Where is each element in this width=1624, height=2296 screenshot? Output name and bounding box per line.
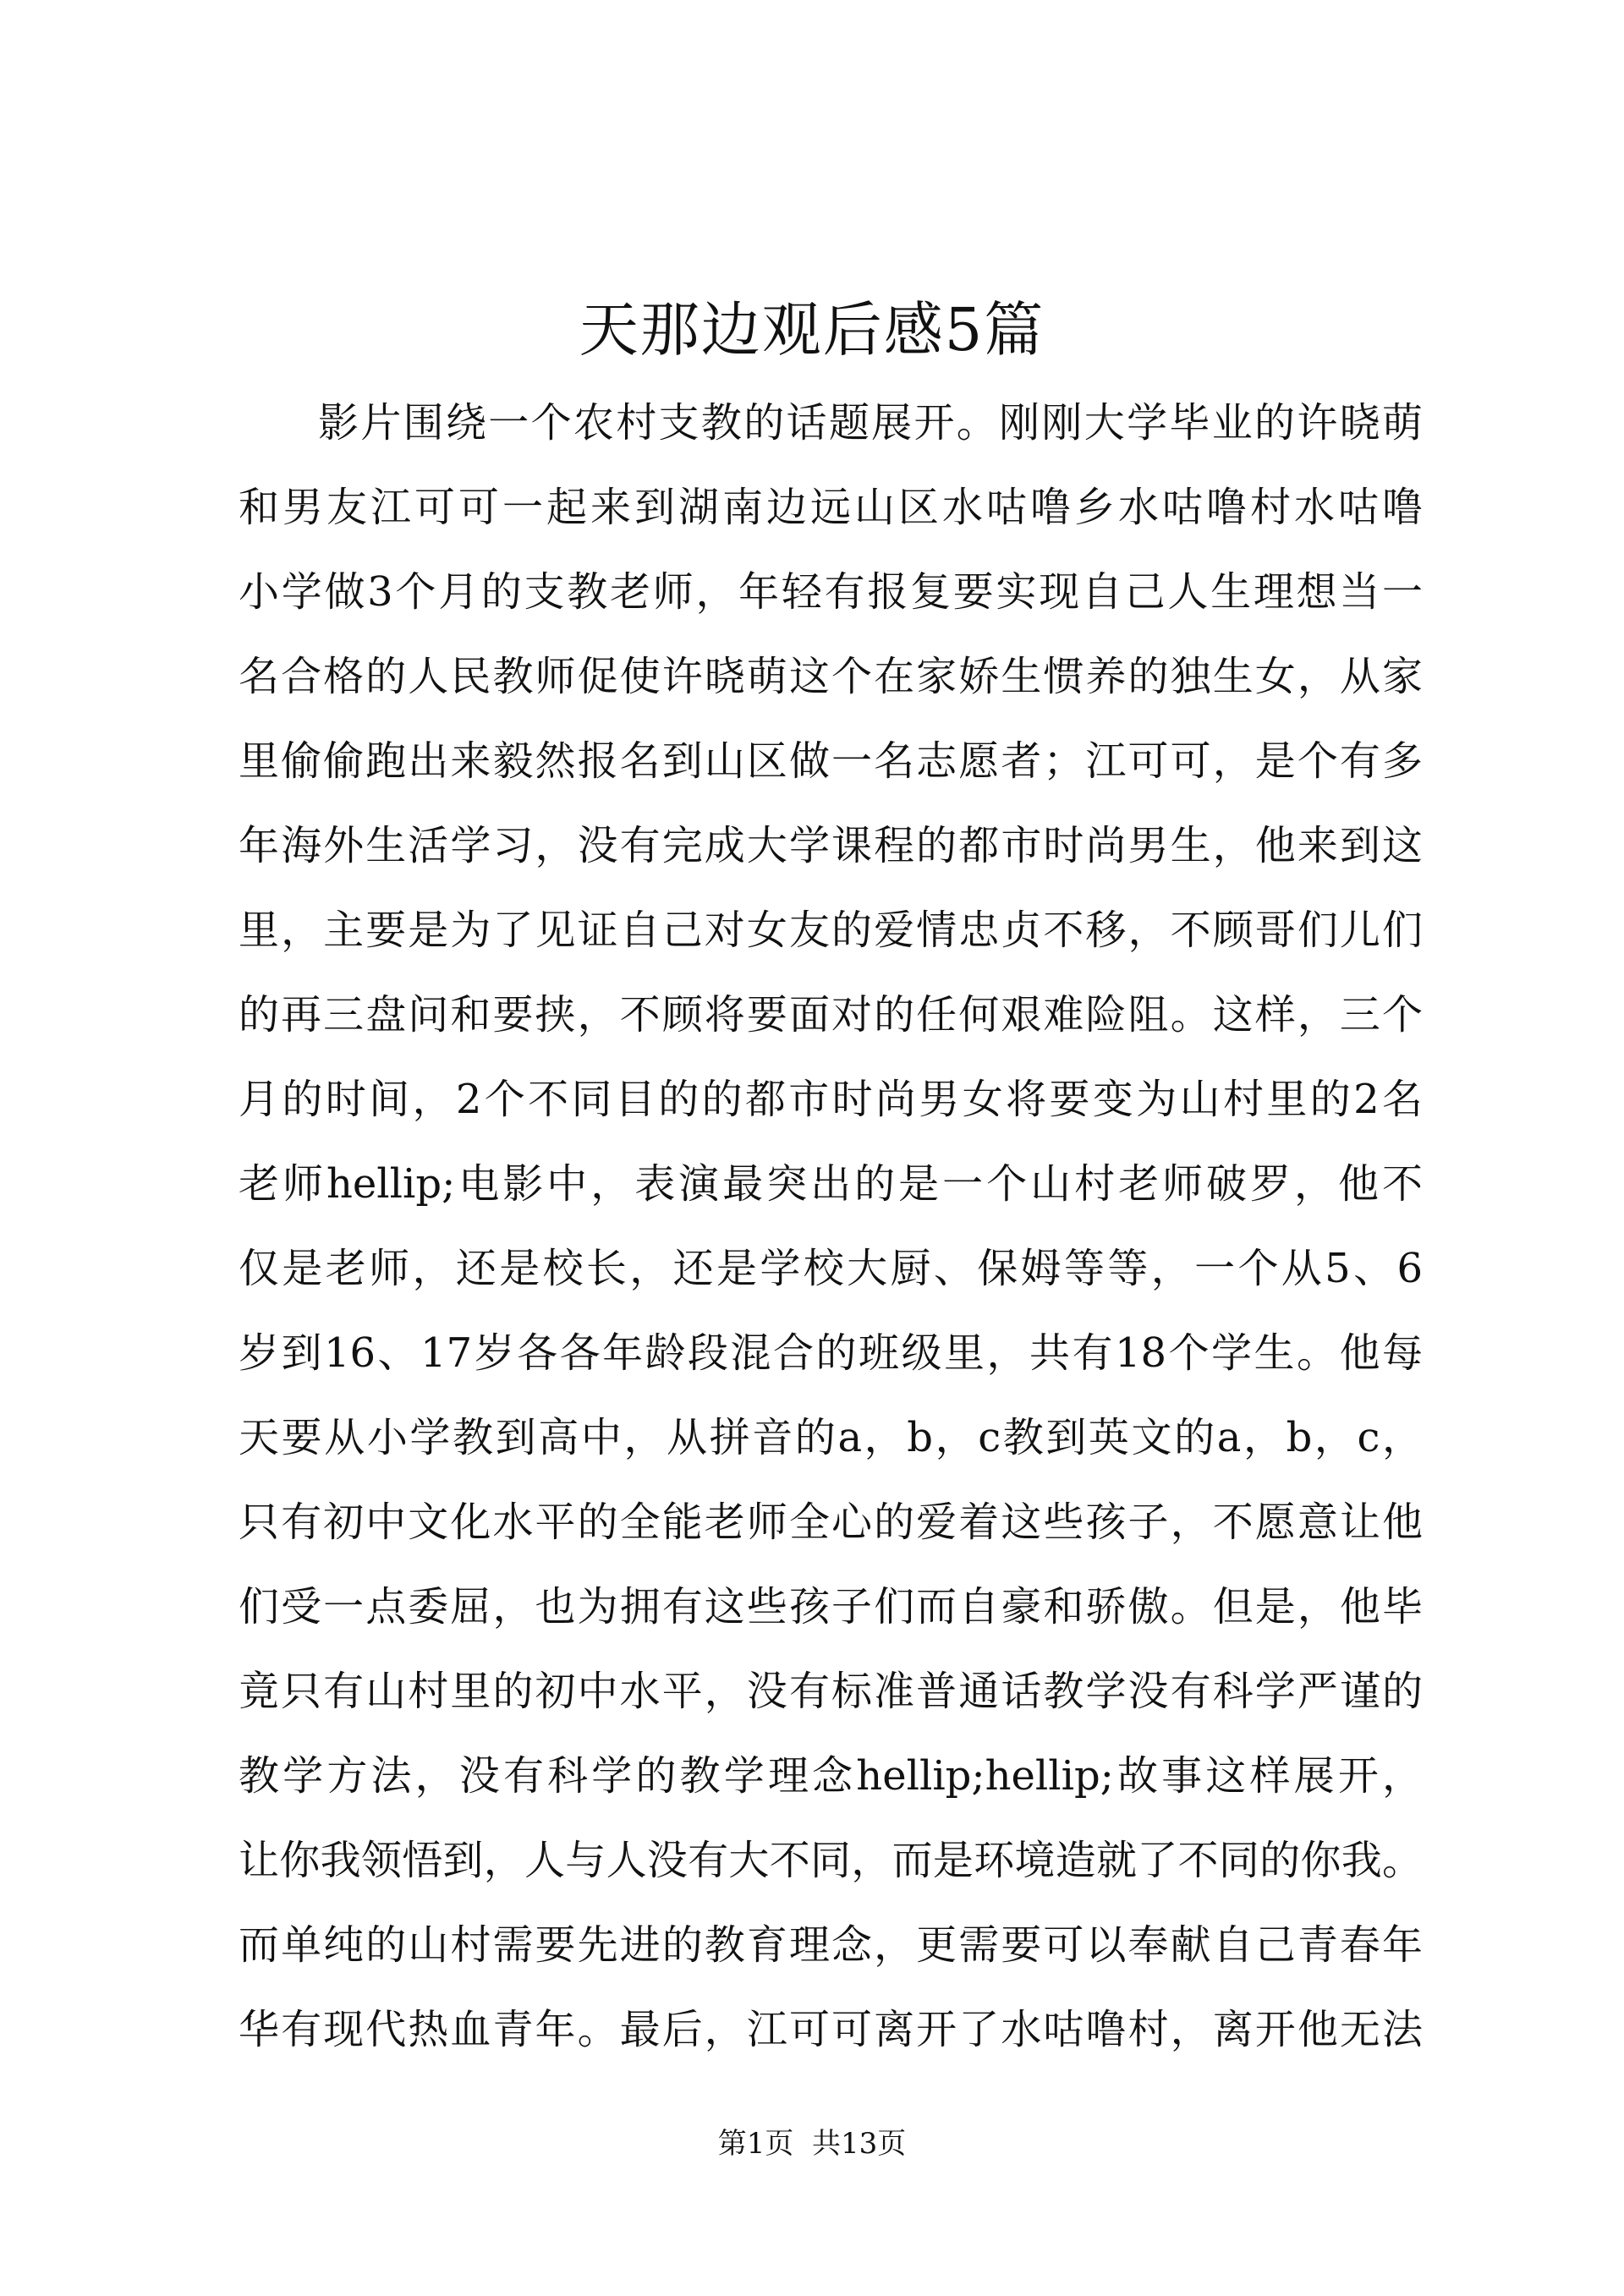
paragraph-line: 年海外生活学习，没有完成大学课程的都市时尚男生，他来到这 [239, 822, 1423, 869]
paragraph-line: 竟只有山村里的初中水平，没有标准普通话教学没有科学严谨的 [239, 1668, 1423, 1715]
paragraph-line: 让你我领悟到，人与人没有大不同，而是环境造就了不同的你我。 [239, 1837, 1423, 1884]
paragraph-line: 岁到16、17岁各各年龄段混合的班级里，共有18个学生。他每 [239, 1329, 1423, 1377]
body-paragraph [239, 381, 1423, 2072]
paragraph-line: 只有初中文化水平的全能老师全心的爱着这些孩子，不愿意让他 [239, 1499, 1423, 1546]
paragraph-line: 和男友江可可一起来到湖南边远山区水咕噜乡水咕噜村水咕噜 [239, 484, 1423, 531]
paragraph-line: 老师hellip;电影中，表演最突出的是一个山村老师破罗，他不 [239, 1160, 1423, 1208]
paragraph-line: 名合格的人民教师促使许晓萌这个在家娇生惯养的独生女，从家 [239, 653, 1423, 700]
paragraph-line: 小学做3个月的支教老师，年轻有报复要实现自己人生理想当一 [239, 568, 1423, 616]
page-footer: 第1页 共13页 [717, 2127, 907, 2161]
paragraph-line: 月的时间，2个不同目的的都市时尚男女将要变为山村里的2名 [239, 1076, 1423, 1123]
paragraph-line: 里，主要是为了见证自己对女友的爱情忠贞不移，不顾哥们儿们 [239, 907, 1423, 954]
paragraph-line: 天要从小学教到高中，从拼音的a，b，c教到英文的a，b，c， [239, 1414, 1423, 1461]
paragraph-line: 华有现代热血青年。最后，江可可离开了水咕噜村，离开他无法 [239, 2006, 1423, 2053]
paragraph-line: 教学方法，没有科学的教学理念hellip;hellip;故事这样展开， [239, 1752, 1423, 1800]
paragraph-line: 里偷偷跑出来毅然报名到山区做一名志愿者；江可可，是个有多 [239, 737, 1423, 785]
document-title: 天那边观后感5篇 [579, 295, 1045, 364]
paragraph-line: 仅是老师，还是校长，还是学校大厨、保姆等等，一个从5、6 [239, 1245, 1423, 1292]
paragraph-line: 影片围绕一个农村支教的话题展开。刚刚大学毕业的许晓萌 [318, 399, 1423, 447]
paragraph-line: 的再三盘问和要挟，不顾将要面对的任何艰难险阻。这样，三个 [239, 991, 1423, 1038]
paragraph-line: 们受一点委屈，也为拥有这些孩子们而自豪和骄傲。但是，他毕 [239, 1583, 1423, 1630]
paragraph-line: 而单纯的山村需要先进的教育理念，更需要可以奉献自己青春年 [239, 1921, 1423, 1969]
